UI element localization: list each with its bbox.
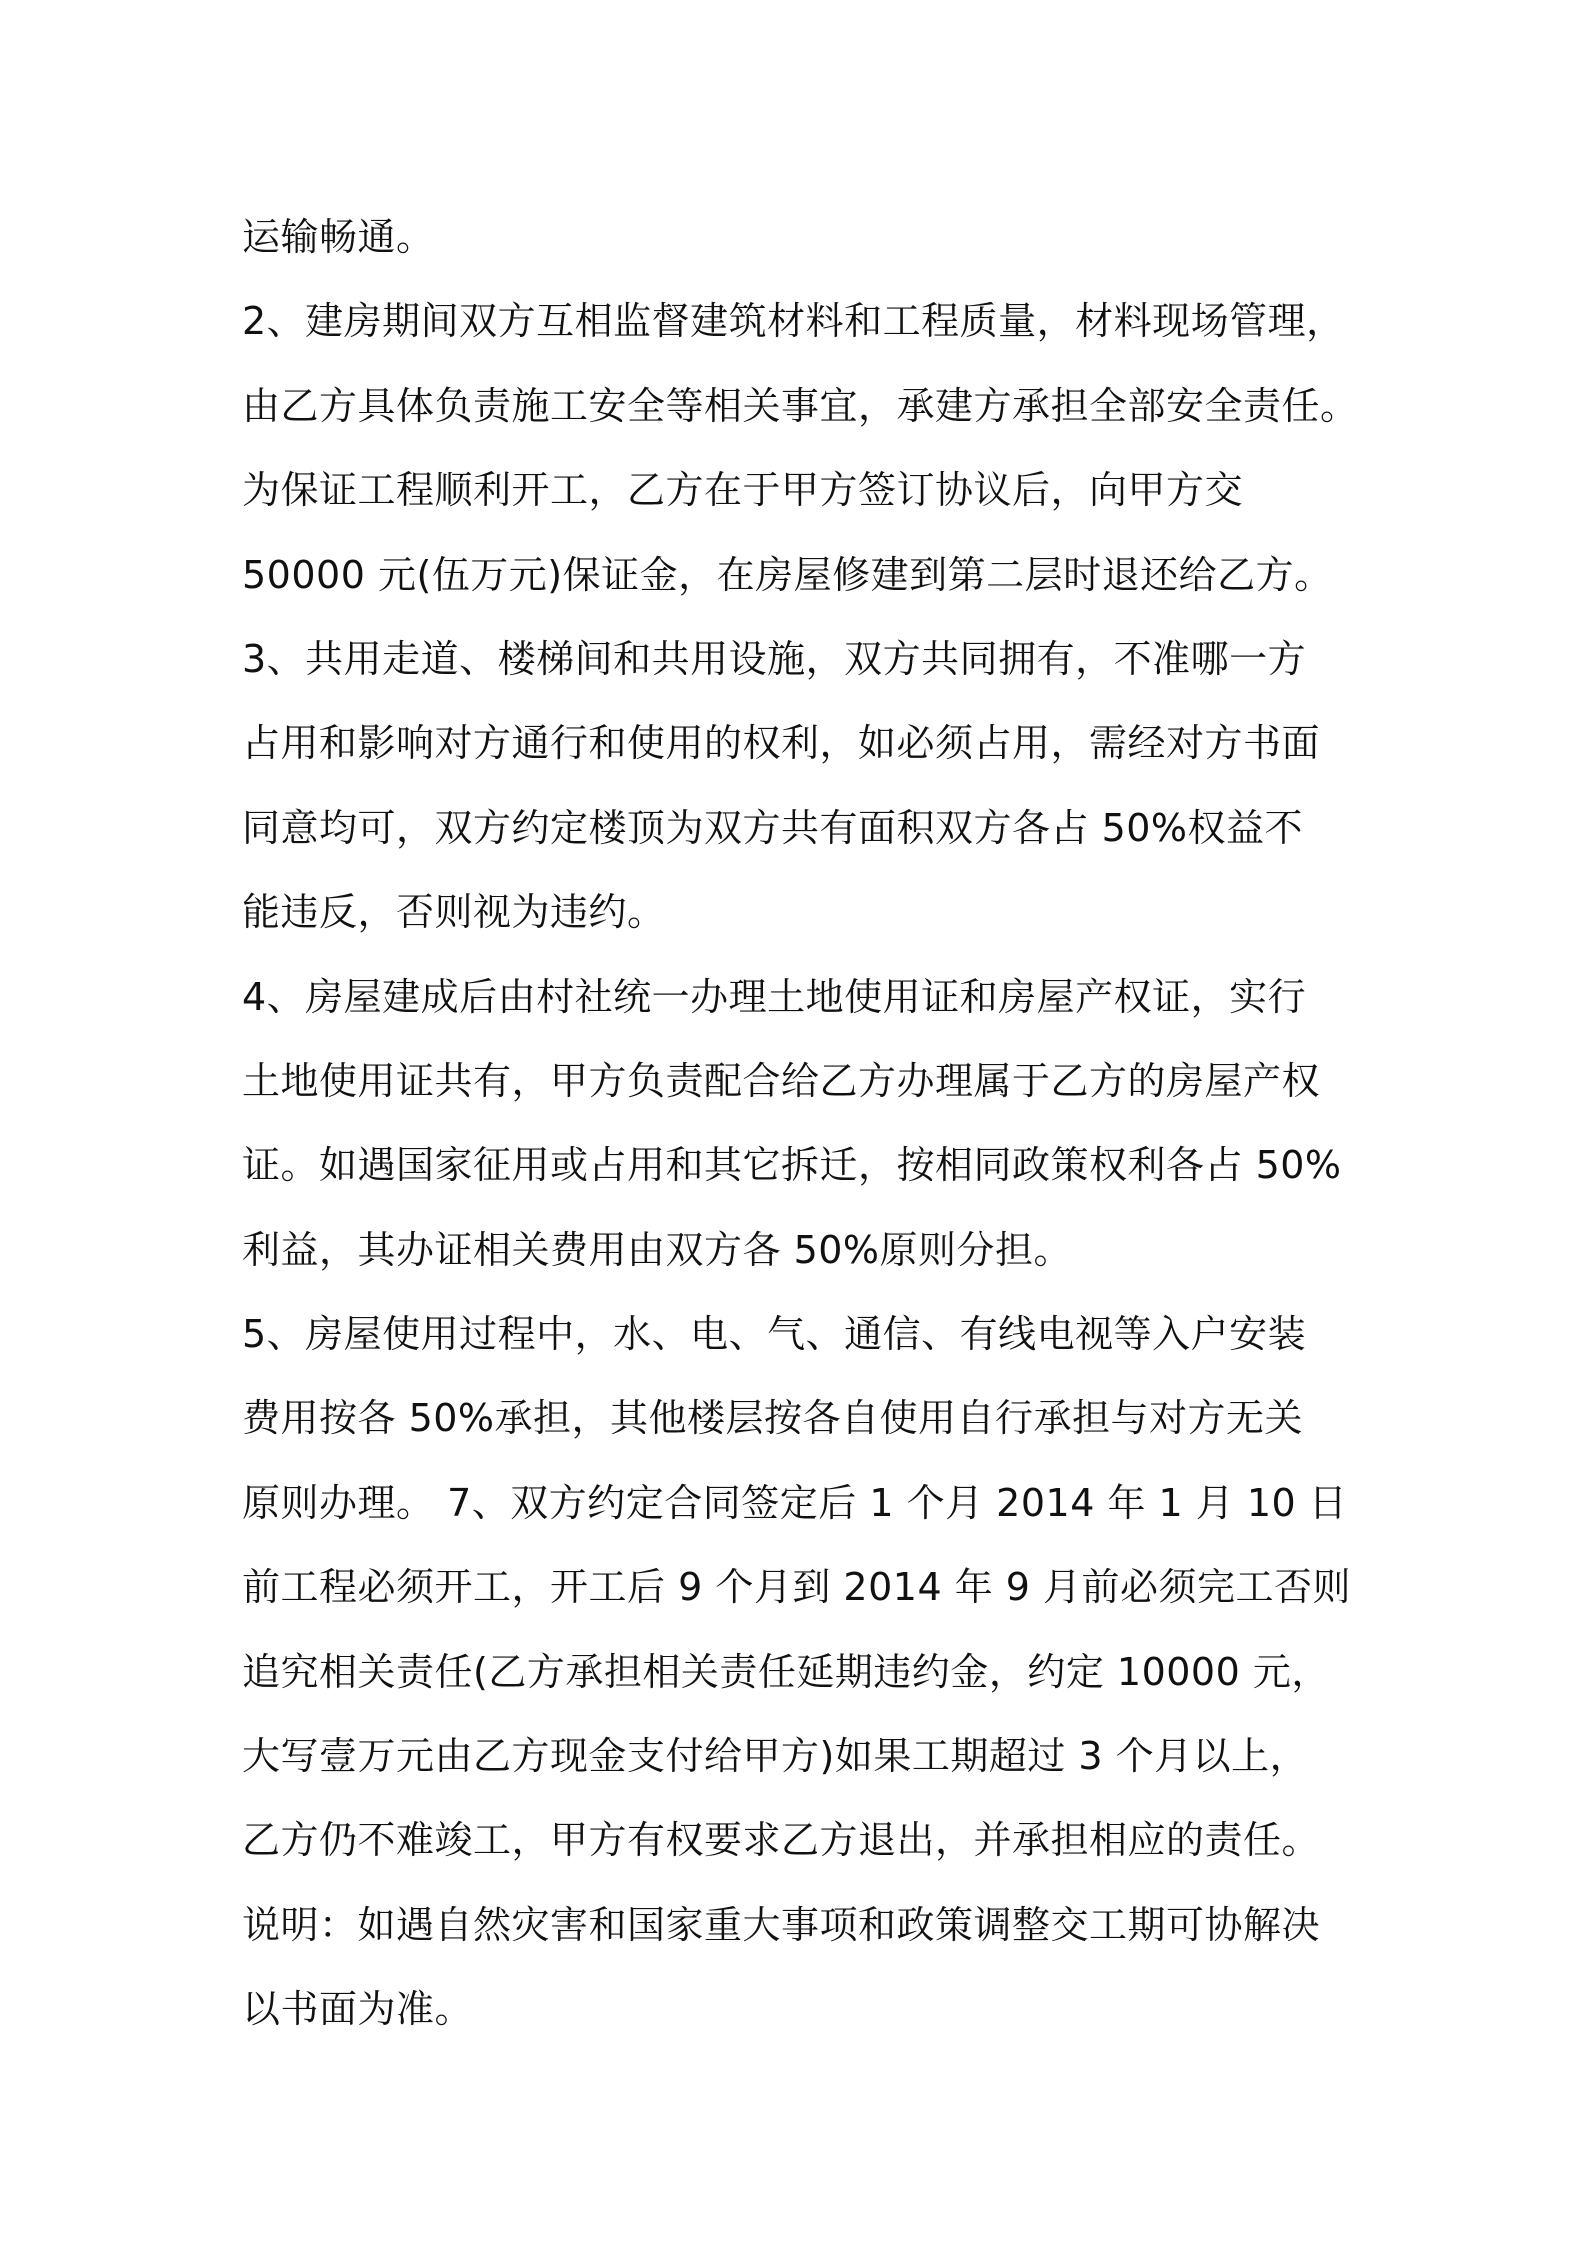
- text-line: 由乙方具体负责施工安全等相关事宜，承建方承担全部安全责任。: [242, 383, 1359, 428]
- text-line: 原则办理。 7、双方约定合同签定后 1 个月 2014 年 1 月 10 日: [242, 1480, 1348, 1525]
- text-line: 乙方仍不难竣工，甲方有权要求乙方退出，并承担相应的责任。: [242, 1818, 1321, 1863]
- text-line: 2、建房期间双方互相监督建筑材料和工程质量，材料现场管理，: [242, 299, 1345, 344]
- text-line: 大写壹万元由乙方现金支付给甲方)如果工期超过 3 个月以上，: [242, 1734, 1309, 1779]
- text-line: 4、房屋建成后由村社统一办理土地使用证和房屋产权证，实行: [242, 974, 1307, 1019]
- text-line: 50000 元(伍万元)保证金，在房屋修建到第二层时退还给乙方。: [242, 552, 1333, 597]
- text-line: 费用按各 50%承担，其他楼层按各自使用自行承担与对方无关: [242, 1396, 1304, 1441]
- text-line: 运输畅通。: [242, 215, 435, 259]
- text-line: 说明：如遇自然灾害和国家重大事项和政策调整交工期可协解决: [242, 1902, 1321, 1947]
- contract-text: [242, 195, 1372, 2052]
- text-line: 能违反，否则视为违约。: [242, 890, 666, 935]
- text-line: 土地使用证共有，甲方负责配合给乙方办理属于乙方的房屋产权: [242, 1058, 1321, 1103]
- text-line: 利益，其办证相关费用由双方各 50%原则分担。: [242, 1227, 1073, 1272]
- text-line: 以书面为准。: [242, 1987, 474, 2032]
- text-line: 证。如遇国家征用或占用和其它拆迁，按相同政策权利各占 50%: [242, 1143, 1342, 1188]
- text-line: 为保证工程顺利开工，乙方在于甲方签订协议后，向甲方交: [242, 468, 1244, 513]
- text-line: 追究相关责任(乙方承担相关责任延期违约金，约定 10000 元，: [242, 1649, 1330, 1694]
- text-line: 同意均可，双方约定楼顶为双方共有面积双方各占 50%权益不: [242, 805, 1304, 850]
- text-line: 3、共用走道、楼梯间和共用设施，双方共同拥有，不准哪一方: [242, 636, 1307, 681]
- text-line: 占用和影响对方通行和使用的权利，如必须占用，需经对方书面: [242, 721, 1321, 766]
- text-line: 5、房屋使用过程中，水、电、气、通信、有线电视等入户安装: [242, 1312, 1307, 1357]
- text-line: 前工程必须开工，开工后 9 个月到 2014 年 9 月前必须完工否则: [242, 1565, 1352, 1610]
